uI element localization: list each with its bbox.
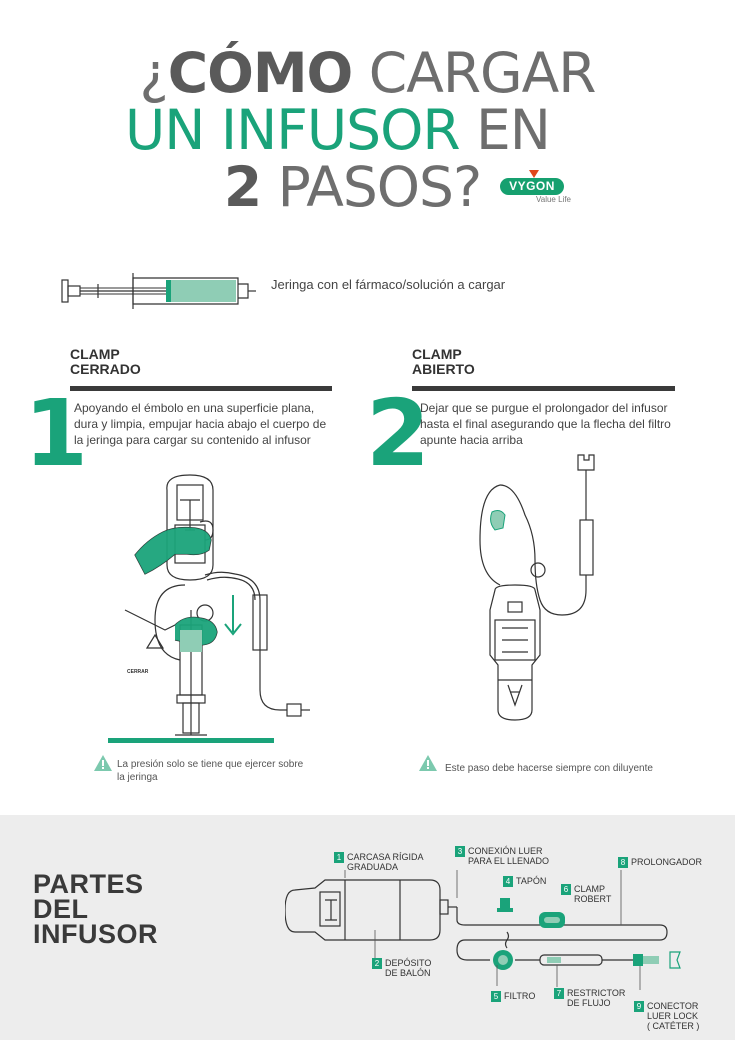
step-1-warning: La presión solo se tiene que ejercer sobre la jeringa <box>117 759 304 783</box>
clamp-close-label: CERRAR <box>127 669 149 675</box>
step-1-illustration <box>105 470 330 750</box>
part-label-4: 4 TAPÓN <box>503 876 546 887</box>
step-1-heading: CLAMP CERRADO <box>70 346 141 377</box>
title-line-3: 2 PASOS? <box>223 155 482 219</box>
part-label-8: 8 PROLONGADOR <box>618 857 702 868</box>
vygon-logo <box>500 170 585 206</box>
step-1-description: Apoyando el émbolo en una superficie plana, dura y limpia, empujar hacia abajo el cuerpo de la jeringa para cargar su contenido al infusor <box>74 401 327 447</box>
step-2-warning: Este paso debe hacerse siempre con diluyente <box>445 763 653 774</box>
logo-brand: VYGON <box>500 178 564 195</box>
step-1-number: 1 <box>24 380 89 487</box>
step-2-number: 2 <box>366 380 431 487</box>
infusor-parts-diagram <box>285 870 695 990</box>
title-line-2: UN INFUSOR EN <box>125 98 550 162</box>
part-label-2: 2 DEPÓSITO DE BALÓN <box>372 958 431 978</box>
syringe-illustration <box>58 268 258 314</box>
step-2-divider <box>412 386 675 391</box>
part-label-7: 7 RESTRICTOR DE FLUJO <box>554 988 625 1008</box>
logo-triangle-icon <box>529 170 539 178</box>
warning-icon <box>93 754 113 772</box>
logo-tagline: Value Life <box>536 195 571 204</box>
warning-icon-2 <box>418 754 438 772</box>
step-2-heading: CLAMP ABIERTO <box>412 346 475 377</box>
step-2-illustration <box>470 450 630 725</box>
syringe-caption: Jeringa con el fármaco/solución a cargar <box>271 277 506 292</box>
part-label-9: 9 CONECTOR LUER LOCK ( CATÉTER ) <box>634 1001 699 1031</box>
part-label-1: 1 CARCASA RÍGIDA GRADUADA <box>334 852 424 872</box>
step-1-divider <box>70 386 332 391</box>
parts-title: PARTES DEL INFUSOR <box>33 869 158 949</box>
part-label-6: 6 CLAMP ROBERT <box>561 884 611 904</box>
title-bold-como: CÓMO <box>167 41 353 105</box>
step-2-description: Dejar que se purgue el prolongador del infusor hasta el final asegurando que la flecha del filtro apunte hacia arriba <box>420 401 671 447</box>
part-label-3: 3 CONEXIÓN LUER PARA EL LLENADO <box>455 846 549 866</box>
part-label-5: 5 FILTRO <box>491 991 535 1002</box>
title-line-1: ¿CÓMO CARGAR <box>139 41 596 105</box>
title-un-infusor: UN INFUSOR <box>125 98 460 162</box>
